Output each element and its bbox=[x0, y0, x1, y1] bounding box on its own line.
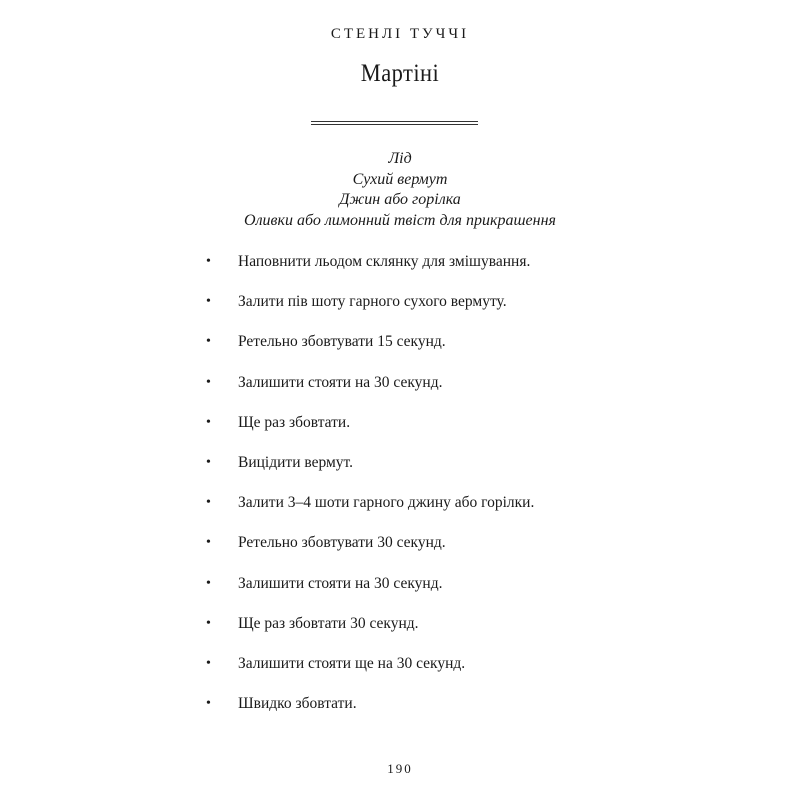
ingredient-item: Джин або горілка bbox=[339, 191, 461, 208]
step-text: Ретельно збовтувати 30 секунд. bbox=[238, 534, 446, 552]
step-item bbox=[0, 654, 800, 694]
bullet-icon: • bbox=[206, 535, 211, 551]
step-item bbox=[0, 574, 800, 614]
ingredient-item: Сухий вермут bbox=[352, 170, 448, 188]
bullet-icon: • bbox=[206, 575, 211, 591]
step-item bbox=[0, 493, 800, 533]
ingredients-list bbox=[0, 149, 800, 231]
step-item bbox=[0, 533, 800, 573]
step-item bbox=[0, 614, 800, 654]
step-text: Залишити стояти ще на 30 секунд. bbox=[238, 654, 466, 672]
step-text: Залити 3–4 шоти гарного джину або горілки. bbox=[238, 494, 535, 512]
step-item bbox=[0, 453, 800, 493]
bullet-icon: • bbox=[206, 374, 211, 390]
bullet-icon: • bbox=[206, 696, 211, 712]
step-text: Наповнити льодом склянку для змішування. bbox=[238, 253, 531, 270]
bullet-icon: • bbox=[206, 414, 211, 430]
step-text: Ще раз збовтати 30 секунд. bbox=[238, 614, 419, 632]
step-text: Залити пів шоту гарного сухого вермуту. bbox=[238, 293, 507, 311]
step-text: Швидко збовтати. bbox=[238, 695, 357, 713]
title-divider-bottom-line bbox=[311, 124, 478, 125]
step-text: Вицідити вермут. bbox=[238, 453, 354, 471]
title-divider-top-line bbox=[311, 121, 478, 122]
step-item bbox=[0, 252, 800, 292]
step-item bbox=[0, 292, 800, 332]
step-text: Ретельно збовтувати 15 секунд. bbox=[238, 333, 446, 351]
bullet-icon: • bbox=[206, 254, 211, 269]
recipe-title: Мартіні bbox=[360, 60, 440, 87]
step-text: Залишити стояти на 30 секунд. bbox=[238, 574, 443, 592]
bullet-icon: • bbox=[206, 334, 211, 350]
step-item bbox=[0, 332, 800, 372]
step-item bbox=[0, 373, 800, 413]
ingredient-item: Оливки або лимонний твіст для прикрашення bbox=[244, 211, 556, 229]
step-text: Залишити стояти на 30 секунд. bbox=[238, 373, 443, 391]
step-item bbox=[0, 694, 800, 734]
bullet-icon: • bbox=[206, 655, 211, 671]
bullet-icon: • bbox=[206, 495, 211, 511]
bullet-icon: • bbox=[206, 615, 211, 631]
ingredient-item: Лід bbox=[388, 150, 412, 167]
running-header-author: СТЕНЛІ ТУЧЧІ bbox=[330, 26, 470, 42]
step-text: Ще раз збовтати. bbox=[238, 413, 351, 431]
bullet-icon: • bbox=[206, 294, 211, 310]
page-number: 190 bbox=[387, 761, 413, 776]
steps-list bbox=[0, 252, 800, 734]
step-item bbox=[0, 413, 800, 453]
bullet-icon: • bbox=[206, 454, 211, 470]
